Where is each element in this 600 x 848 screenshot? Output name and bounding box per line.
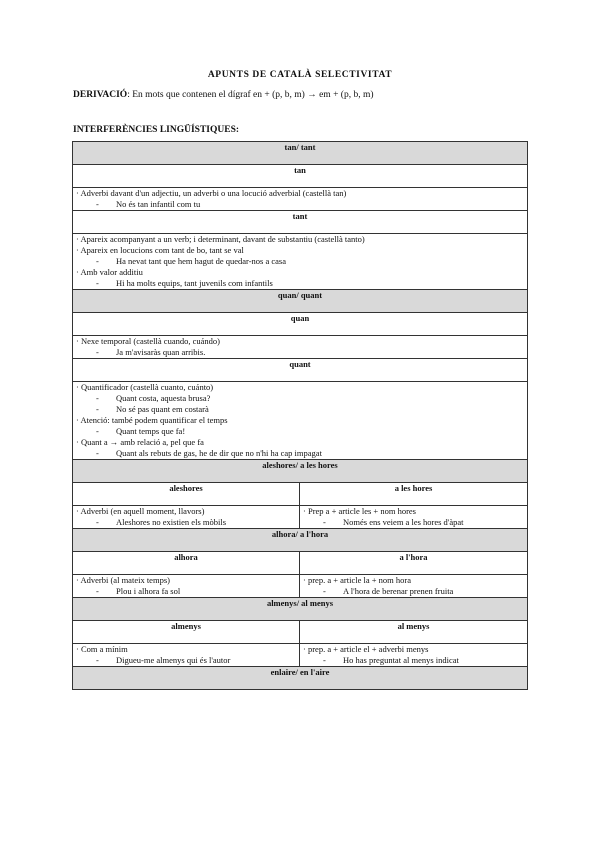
cell-a-l-hora [300, 575, 528, 598]
section-header-aleshores: aleshores/ a les hores [73, 460, 528, 483]
example-line: - Digueu-me almenys qui és l'autor [96, 655, 231, 665]
interferencies-table [72, 141, 528, 690]
example-line: - Plou i alhora fa sol [96, 586, 181, 596]
example-line: - Quant costa, aquesta brusa? [96, 393, 211, 403]
example-line: - Ha nevat tant que hem hagut de quedar-nos a casa [96, 256, 286, 266]
subheader-aleshores: aleshores [73, 483, 300, 506]
example-line: - Ja m'avisaràs quan arribis. [96, 347, 206, 357]
rule-line: · Adverbi (al mateix temps) [76, 575, 170, 585]
example-line: - Només ens veiem a les hores d'àpat [323, 517, 464, 527]
cell-alhora [73, 575, 300, 598]
subheader-alhora: alhora [73, 552, 300, 575]
document-title: APUNTS DE CATALÀ SELECTIVITAT [207, 70, 393, 80]
rule-line: · Com a mínim [76, 644, 128, 654]
example-line: - Quant temps que fa! [96, 426, 186, 436]
example-line: - No sé pas quant em costarà [96, 404, 209, 414]
subheader-a-l-hora: a l'hora [300, 552, 528, 575]
section-header-tan-tant: tan/ tant [73, 142, 528, 165]
cell-tan [73, 188, 528, 211]
cell-aleshores [73, 506, 300, 529]
cell-tant [73, 234, 528, 290]
rule-line: · Quant a → amb relació a, pel que fa [76, 437, 204, 447]
rule-line: · Nexe temporal (castellà cuando, cuándo) [76, 336, 220, 346]
rule-line: · prep. a + article la + nom hora [303, 575, 412, 585]
derivacio-text: : En mots que contenen el dígraf en + (p, b, m) → em + (p, b, m) [127, 90, 374, 100]
rule-line: · Prep a + article les + nom hores [303, 506, 416, 516]
interferencies-heading: INTERFERÈNCIES LINGÜÍSTIQUES: [73, 125, 240, 135]
rule-line: · prep. a + article el + adverbi menys [303, 644, 429, 654]
subheader-almenys: almenys [73, 621, 300, 644]
subheader-tan: tan [73, 165, 528, 188]
section-header-quan-quant: quan/ quant [73, 290, 528, 313]
subheader-tant: tant [73, 211, 528, 234]
cell-quant [73, 382, 528, 460]
section-header-alhora: alhora/ a l'hora [73, 529, 528, 552]
cell-almenys [73, 644, 300, 667]
example-line: - Aleshores no existien els mòbils [96, 517, 227, 527]
rule-line: · Amb valor additiu [76, 267, 143, 277]
subheader-al-menys: al menys [300, 621, 528, 644]
section-header-almenys: almenys/ al menys [73, 598, 528, 621]
cell-a-les-hores [300, 506, 528, 529]
example-line: - No és tan infantil com tu [96, 199, 201, 209]
rule-line: · Adverbi (en aquell moment, llavors) [76, 506, 205, 516]
example-line: - A l'hora de berenar prenen fruita [323, 586, 454, 596]
example-line: - Quant als rebuts de gas, he de dir que no n'hi ha cap impagat [96, 448, 322, 458]
derivacio-label: DERIVACIÓ [73, 90, 128, 100]
rule-line: · Apareix en locucions com tant de bo, tant se val [76, 245, 244, 255]
subheader-quan: quan [73, 313, 528, 336]
example-line: - Ho has preguntat al menys indicat [323, 655, 459, 665]
cell-quan [73, 336, 528, 359]
subheader-a-les-hores: a les hores [300, 483, 528, 506]
subheader-quant: quant [73, 359, 528, 382]
rule-line: · Adverbi davant d'un adjectiu, un adverbi o una locució adverbial (castellà tan) [76, 188, 347, 198]
example-line: - Hi ha molts equips, tant juvenils com infantils [96, 278, 273, 288]
rule-line: · Apareix acompanyant a un verb; i determinant, davant de substantiu (castellà tanto) [76, 234, 365, 244]
rule-line: · Quantificador (castellà cuanto, cuánto) [76, 382, 214, 392]
section-header-enlaire: enlaire/ en l'aire [73, 667, 528, 690]
rule-line: · Atenció: també podem quantificar el temps [76, 415, 228, 425]
cell-al-menys [300, 644, 528, 667]
derivacio-paragraph [73, 90, 533, 100]
